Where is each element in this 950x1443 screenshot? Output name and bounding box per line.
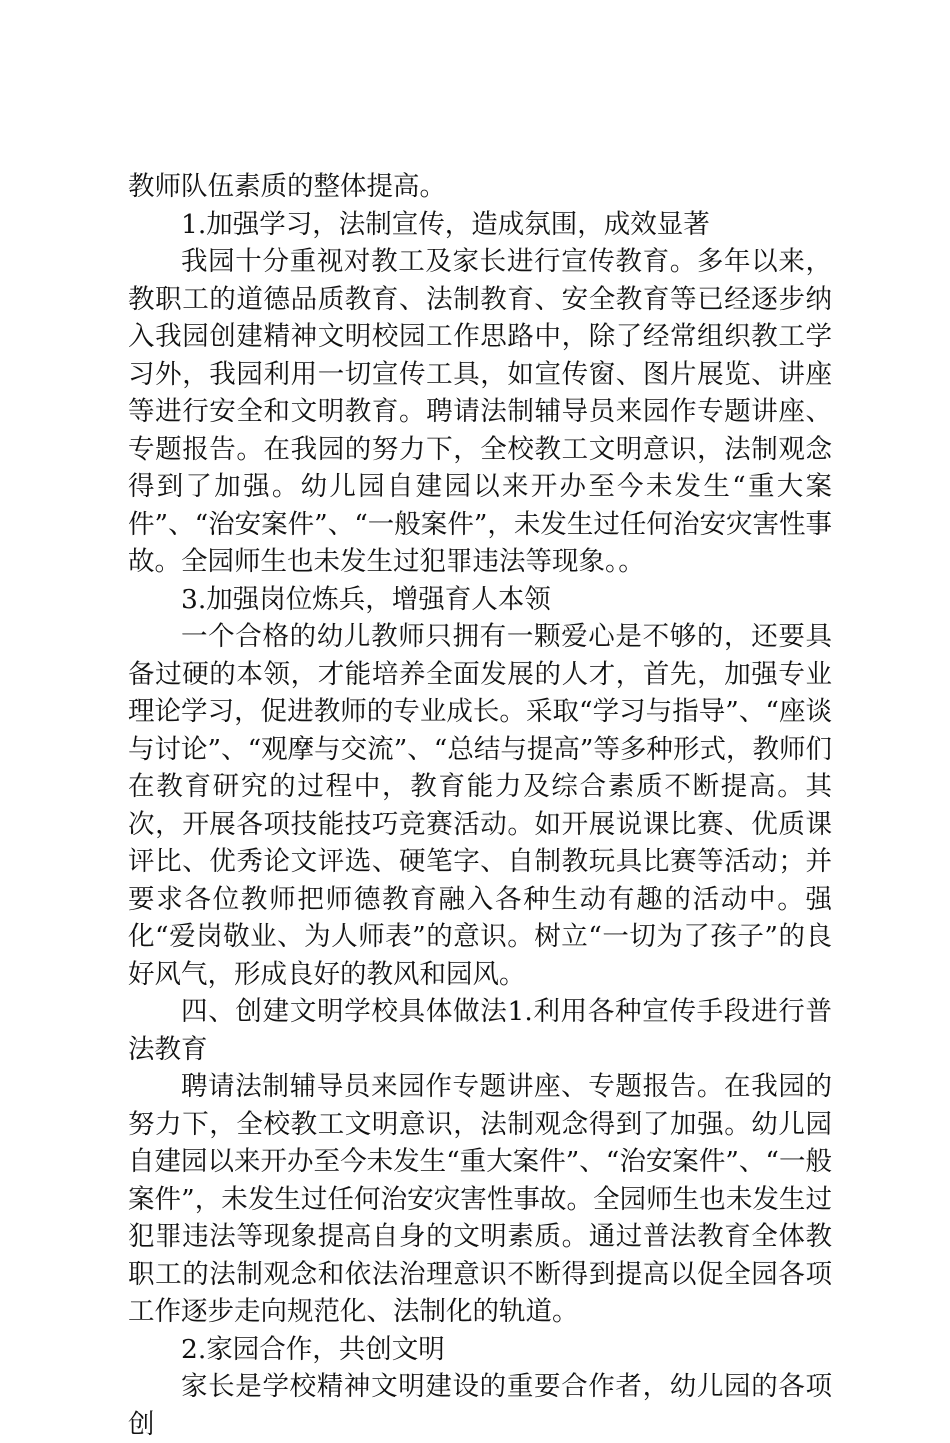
paragraph-continuation: 教师队伍素质的整体提高。: [128, 171, 446, 202]
paragraph-legal-education: 聘请法制辅导员来园作专题讲座、专题报告。在我园的努力下，全校教工文明意识，法制观念得到了加强。幼儿园自建园以来开办至今未发生“重大案件”、“治安案件”、“一般案件”，未发生过任何治安灾害性事故。全园师生也未发生过犯罪违法等现象提高自身的文明素质。通过普法教育全体教职工的法制观念和依法治理意识不断得到提高以促全园各项工作逐步走向规范化、法制化的轨道。: [128, 1071, 832, 1327]
paragraph-home-cooperation: 家长是学校精神文明建设的重要合作者，幼儿园的各项创: [128, 1371, 832, 1440]
section-heading-2: 2.家园合作，共创文明: [181, 1333, 445, 1365]
section-heading-3: 3.加强岗位炼兵，增强育人本领: [181, 583, 551, 615]
section-heading-1: 1.加强学习，法制宣传，造成氛围，成效显著: [181, 208, 710, 240]
section-heading-four: 四、创建文明学校具体做法1.利用各种宣传手段进行普法教育: [128, 996, 832, 1065]
document-body: [128, 168, 832, 1443]
paragraph-publicity-education: 我园十分重视对教工及家长进行宣传教育。多年以来，教职工的道德品质教育、法制教育、安全教育等已经逐步纳入我园创建精神文明校园工作思路中，除了经常组织教工学习外，我园利用一切宣传工具，如宣传窗、图片展览、讲座等进行安全和文明教育。聘请法制辅导员来园作专题讲座、专题报告。在我园的努力下，全校教工文明意识，法制观念得到了加强。幼儿园自建园以来开办至今未发生“重大案件”、“治安案件”、“一般案件”，未发生过任何治安灾害性事故。全园师生也未发生过犯罪违法等现象。。: [128, 246, 832, 577]
paragraph-teacher-skills: 一个合格的幼儿教师只拥有一颗爱心是不够的，还要具备过硬的本领，才能培养全面发展的人才，首先，加强专业理论学习，促进教师的专业成长。采取“学习与指导”、“座谈与讨论”、“观摩与交流”、“总结与提高”等多种形式，教师们在教育研究的过程中，教育能力及综合素质不断提高。其次，开展各项技能技巧竞赛活动。如开展说课比赛、优质课评比、优秀论文评选、硬笔字、自制教玩具比赛等活动；并要求各位教师把师德教育融入各种生动有趣的活动中。强化“爱岗敬业、为人师表”的意识。树立“一切为了孩子”的良好风气，形成良好的教风和园风。: [128, 621, 832, 990]
